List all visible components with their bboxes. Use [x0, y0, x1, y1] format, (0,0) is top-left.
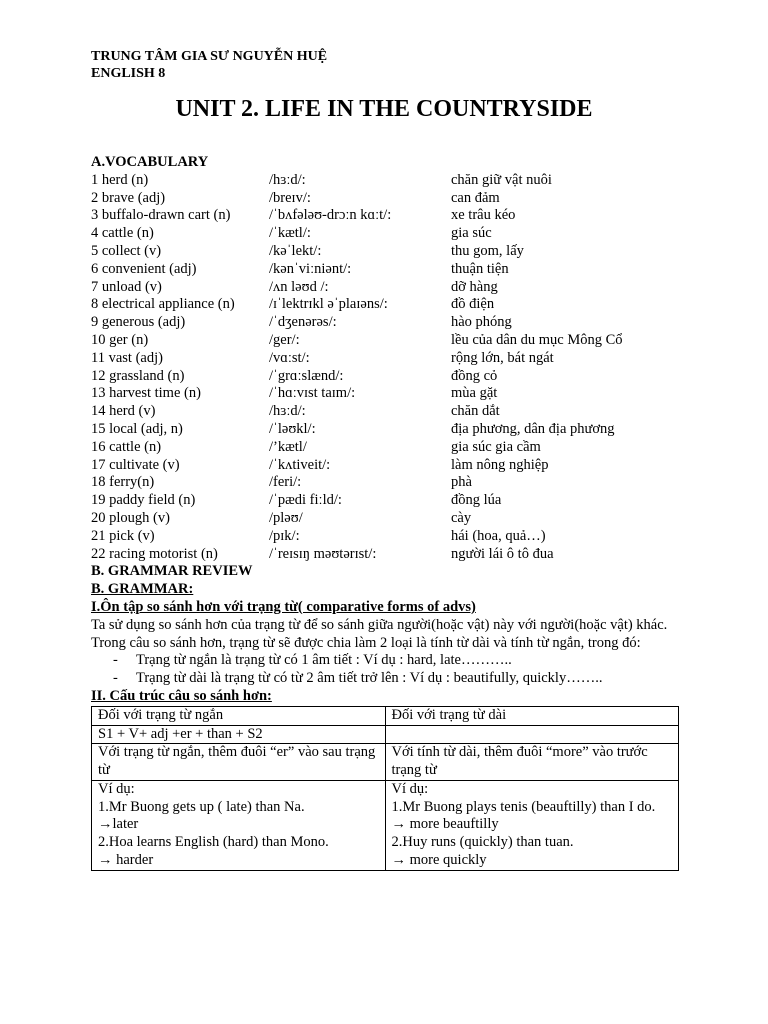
section1-title: I.Ôn tập so sánh hơn với trạng từ( comparative forms of advs): [91, 598, 476, 615]
arrow-icon: →: [391, 852, 406, 869]
bullet-item: - Trạng từ dài là trạng từ có từ 2 âm tiết trở lên : Ví dụ : beautifully, quickly……..: [113, 670, 603, 687]
vocab-ipa: /pləʊ/: [269, 509, 303, 526]
vocab-row: [91, 474, 691, 492]
vocab-word: 4 cattle (n): [91, 225, 154, 242]
vocab-ipa: /ɪˈlektrɪkl əˈplaɪəns/:: [269, 296, 388, 313]
vocab-meaning: dỡ hàng: [451, 278, 498, 295]
example-answer: → harder: [98, 852, 154, 869]
vocab-meaning: can đảm: [451, 189, 500, 206]
vocab-meaning: người lái ô tô đua: [451, 545, 554, 562]
vocab-meaning: thuận tiện: [451, 260, 509, 277]
vocab-word: 10 ger (n): [91, 331, 149, 348]
example-line: 1.Mr Buong gets up ( late) than Na.: [98, 798, 305, 815]
vocab-ipa: /vɑːst/:: [269, 349, 310, 366]
vocab-meaning: mùa gặt: [451, 385, 498, 402]
examples-short: [92, 780, 386, 870]
table-row: [92, 780, 679, 870]
example-line: 2.Hoa learns English (hard) than Mono.: [98, 834, 329, 851]
vocab-word: 19 paddy field (n): [91, 492, 196, 509]
vocabulary-heading: A.VOCABULARY: [91, 154, 209, 170]
vocab-word: 8 electrical appliance (n): [91, 296, 235, 313]
vocab-row: [91, 172, 691, 190]
vocab-word: 12 grassland (n): [91, 367, 185, 384]
vocab-word: 9 generous (adj): [91, 314, 186, 331]
formula-short: S1 + V+ adj +er + than + S2: [92, 725, 386, 744]
vocab-row: [91, 492, 691, 510]
vocab-word: 20 plough (v): [91, 509, 170, 526]
vocab-meaning: cày: [451, 509, 472, 526]
vocab-ipa: /kəˈlekt/:: [269, 242, 322, 259]
vocab-ipa: /ˈreɪsɪŋ məʊtərɪst/:: [269, 545, 377, 562]
unit-title: UNIT 2. LIFE IN THE COUNTRYSIDE: [175, 96, 593, 122]
vocab-meaning: rộng lớn, bát ngát: [451, 349, 554, 366]
example-label: Ví dụ:: [98, 780, 135, 797]
vocab-word: 3 buffalo-drawn cart (n): [91, 207, 231, 224]
vocab-row: [91, 457, 691, 475]
vocab-row: [91, 261, 691, 279]
vocab-word: 6 convenient (adj): [91, 260, 197, 277]
rule-long: Với tính từ dài, thêm đuôi “more” vào trước trạng từ: [385, 744, 679, 781]
vocab-ipa: /ˈpædi fiːld/:: [269, 492, 342, 509]
vocab-meaning: đồng lúa: [451, 492, 502, 509]
vocab-meaning: chăn dắt: [451, 403, 500, 420]
table-row: [92, 725, 679, 744]
table-row: [92, 706, 679, 725]
vocab-word: 13 harvest time (n): [91, 385, 201, 402]
vocab-ipa: /ˈbʌfələʊ-drɔːn kɑːt/:: [269, 207, 392, 224]
vocab-meaning: phà: [451, 474, 472, 491]
vocab-row: [91, 225, 691, 243]
vocab-ipa: /breɪv/:: [269, 189, 311, 206]
vocab-row: [91, 207, 691, 225]
vocab-ipa: /pɪk/:: [269, 527, 300, 544]
example-line: 1.Mr Buong plays tenis (beauftilly) than I do.: [391, 798, 656, 815]
grammar-heading: B. GRAMMAR:: [91, 581, 194, 598]
vocab-meaning: đồ điện: [451, 296, 495, 313]
vocab-meaning: hào phóng: [451, 314, 512, 331]
example-answer: → more quickly: [391, 852, 487, 869]
vocab-word: 22 racing motorist (n): [91, 545, 218, 562]
vocab-meaning: đồng cỏ: [451, 367, 498, 384]
arrow-icon: →: [98, 816, 113, 833]
comparison-table: [91, 706, 679, 871]
vocab-word: 16 cattle (n): [91, 438, 162, 455]
vocab-row: [91, 332, 691, 350]
vocab-word: 17 cultivate (v): [91, 456, 180, 473]
arrow-icon: →: [391, 816, 406, 833]
grammar-review-heading: B. GRAMMAR REVIEW: [91, 563, 253, 580]
example-line: 2.Huy runs (quickly) than tuan.: [391, 834, 574, 851]
vocab-word: 1 herd (n): [91, 171, 149, 188]
vocab-meaning: địa phương, dân địa phương: [451, 420, 615, 437]
vocab-word: 2 brave (adj): [91, 189, 166, 206]
vocab-meaning: lều của dân du mục Mông Cổ: [451, 331, 623, 348]
bullet-item: - Trạng từ ngắn là trạng từ có 1 âm tiết : Ví dụ : hard, late………..: [113, 652, 512, 669]
vocab-ipa: /ˈgrɑːslænd/:: [269, 367, 344, 384]
vocab-meaning: gia súc gia cầm: [451, 438, 541, 455]
vocab-meaning: hái (hoa, quả…): [451, 527, 546, 544]
vocab-word: 11 vast (adj): [91, 349, 163, 366]
vocab-word: 5 collect (v): [91, 242, 162, 259]
vocab-meaning: gia súc: [451, 225, 492, 242]
vocab-meaning: làm nông nghiệp: [451, 456, 549, 473]
vocab-meaning: thu gom, lấy: [451, 242, 524, 259]
vocab-ipa: /feri/:: [269, 474, 302, 491]
formula-long: [385, 725, 679, 744]
examples-long: [385, 780, 679, 870]
grammar-intro: Ta sử dụng so sánh hơn của trạng từ để so sánh giữa người(hoặc vật) này với người(hoặc vật) khác. Trong câu so sánh hơn, trạng từ sẽ được chia làm 2 loại là tính từ dài và tính từ ngắn, trong đó:: [91, 616, 668, 651]
table-row: [92, 744, 679, 781]
vocab-ipa: /hɜːd/:: [269, 171, 306, 188]
vocab-row: [91, 350, 691, 368]
vocabulary-list: [91, 172, 691, 564]
vocab-word: 15 local (adj, n): [91, 420, 183, 437]
rule-short: Với trạng từ ngắn, thêm đuôi “er” vào sau trạng từ: [92, 744, 386, 781]
vocab-row: [91, 385, 691, 403]
vocab-ipa: /ger/:: [269, 331, 300, 348]
vocab-ipa: /hɜːd/:: [269, 403, 306, 420]
content: [91, 154, 691, 871]
vocab-word: 14 herd (v): [91, 403, 156, 420]
vocab-meaning: xe trâu kéo: [451, 207, 516, 224]
vocab-ipa: /ˈkʌtiveit/:: [269, 456, 331, 473]
vocab-ipa: /ˈləʊkl/:: [269, 420, 316, 437]
table-header-long: Đối với trạng từ dài: [385, 706, 679, 725]
vocab-row: [91, 314, 691, 332]
example-answer: →later: [98, 816, 139, 833]
vocab-row: [91, 421, 691, 439]
course-name: ENGLISH 8: [91, 66, 166, 81]
center-name: TRUNG TÂM GIA SƯ NGUYỄN HUỆ: [91, 49, 328, 64]
vocab-word: 18 ferry(n): [91, 474, 155, 491]
vocab-ipa: /kənˈviːniənt/:: [269, 260, 352, 277]
document-header: [91, 48, 327, 82]
vocab-row: [91, 439, 691, 457]
vocab-row: [91, 546, 691, 564]
vocab-row: [91, 279, 691, 297]
table-header-short: Đối với trạng từ ngắn: [92, 706, 386, 725]
vocab-row: [91, 296, 691, 314]
section2-title: II. Cấu trúc câu so sánh hơn:: [91, 687, 272, 704]
vocab-word: 21 pick (v): [91, 527, 155, 544]
vocab-row: [91, 368, 691, 386]
vocab-word: 7 unload (v): [91, 278, 162, 295]
vocab-row: [91, 190, 691, 208]
vocab-ipa: /’kætl/: [269, 438, 307, 455]
vocab-meaning: chăn giữ vật nuôi: [451, 171, 552, 188]
arrow-icon: →: [98, 852, 113, 869]
vocab-ipa: /ʌn ləʊd /:: [269, 278, 329, 295]
vocab-row: [91, 243, 691, 261]
example-label: Ví dụ:: [391, 780, 429, 797]
vocab-row: [91, 510, 691, 528]
vocab-row: [91, 403, 691, 421]
example-answer: → more beauftilly: [391, 816, 499, 833]
vocab-ipa: /ˈhɑːvɪst taɪm/:: [269, 385, 356, 402]
vocab-ipa: /ˈkætl/:: [269, 225, 311, 242]
vocab-row: [91, 528, 691, 546]
vocab-ipa: /ˈdʒenərəs/:: [269, 314, 337, 331]
